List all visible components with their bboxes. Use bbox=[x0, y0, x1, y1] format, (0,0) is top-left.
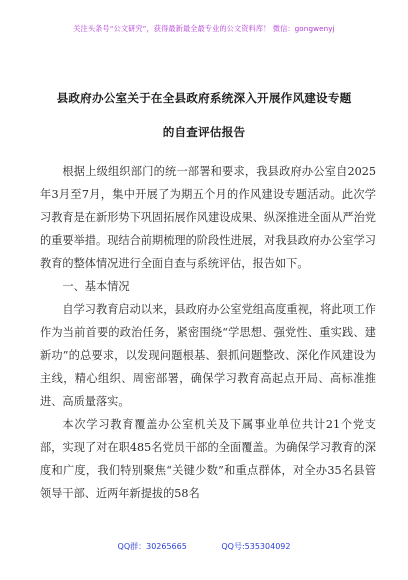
section-heading-basic-situation: 一、基本情况 bbox=[62, 280, 130, 293]
header-bar bbox=[0, 0, 408, 46]
footer-qq-number: QQ号:535304092 bbox=[221, 542, 291, 551]
paragraph-coverage: 本次学习教育覆盖办公室机关及下属事业单位共计21个党支部，实现了对在职485名党员干部的全面覆盖。为确保学习教育的深度和广度，我们特别聚焦“关键少数”和重点群体，对全办35名县管领导干部、近两年新提拔的58名 bbox=[40, 418, 376, 500]
paragraph-intro: 根据上级组织部门的统一部署和要求，我县政府办公室自2025年3月至7月，集中开展了为期五个月的作风建设专题活动。此次学习教育是在新形势下巩固拓展作风建设成果、纵深推进全面从严治党的重要举措。现结合前期梳理的阶段性进展，对我县政府办公室学习教育的整体情况进行全面自查与系统评估，报告如下。 bbox=[40, 165, 376, 270]
header-notice: 关注头条号“公文研究”，获得最新最全最专业的公文资料库！ 微信：gongwenyj bbox=[73, 24, 335, 33]
footer-contact bbox=[0, 541, 408, 552]
footer-qq-group: QQ群：30265665 bbox=[117, 542, 187, 551]
document-title-line-1: 县政府办公室关于在全县政府系统深入开展作风建设专题 bbox=[56, 91, 352, 105]
document-body bbox=[40, 160, 376, 505]
paragraph-overview: 自学习教育启动以来，县政府办公室党组高度重视，将此项工作作为当前首要的政治任务，紧密围绕“学思想、强党性、重实践、建新功”的总要求，以发现问题根基、狠抓问题整改、深化作风建设为主线，精心组织、周密部署，确保学习教育高起点开局、高标准推进、高质量落实。 bbox=[40, 303, 376, 408]
document-title-line-2: 的自查评估报告 bbox=[162, 125, 246, 139]
